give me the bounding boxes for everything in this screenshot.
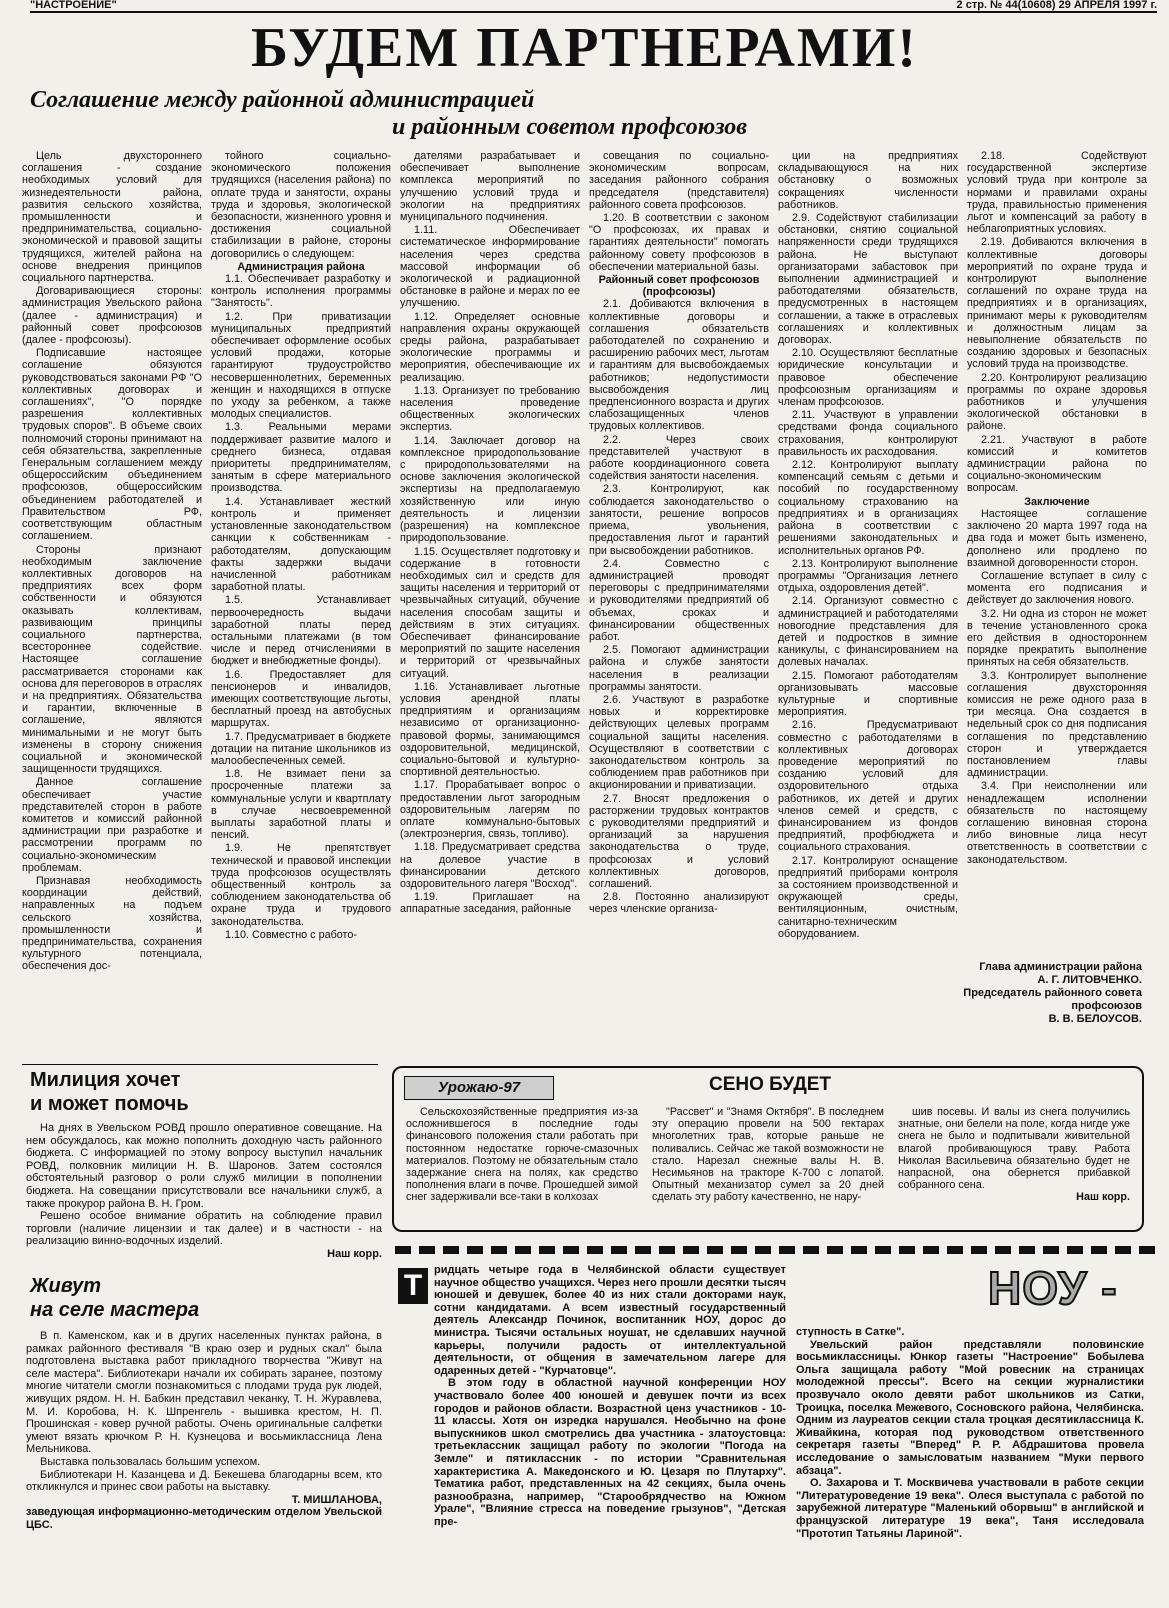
subtitle-line-1: Соглашение между районной администрацией [30, 87, 535, 113]
paragraph: Увельский район представляли половинские восьмиклассницы. Юнкор газеты "Настроение" Бобылева Ольга защищала работу "Мой ровесник на страницах молодежной прессы". Всего на секции журналистики прозвучало около девяти работ школьников из Сатки, Троицка, поселка Межевого, Сосновского района, Челябинска. Одним из лауреатов секции стала троцкая десятиклассница К. Живайкина, которая под руководством ответственного секретаря газеты "Вперед" Р. Р. Абдрашитова провела исследование о замысловатым названием "Муки первого абзаца". [796, 1338, 1144, 1477]
paragraph: 2.3. Контролируют, как соблюдается законодательство о занятости, решение вопросов приема, увольнения, предоставления льгот и гарантий при высвобождении работников. [589, 483, 769, 557]
paragraph: В п. Каменском, как и в других населенных пунктах района, в рамках районного фестиваля "В краю озер и рудных скал" была подготовлена выставка работ прикладного творчества "Живут на селе мастера". Библиотекари начали их собирать заранее, поэтому многие читатели смогли познакомиться с плодами труда рук людей, живущих рядом. Н. Н. Бабкин представил чеканку, Т. Н. Журавлева, М. И. Коробова, Н. К. Шпренгель - вышивка крестом, Н. П. Прошинская - ковер ручной работы. Очень оригинальные салфетки умеют вязать крючком Р. Н. Кузнецова и восьмиклассница Лена Мельникова. [26, 1330, 382, 1456]
hay-article-column [406, 1106, 638, 1224]
paragraph: 2.1. Добиваются включения в коллективные договоры и соглашения обязательств работодателей по сохранению и расширению рабочих мест, льготам и гарантиям для высвобождаемых работников; недопустимости высвобождения лиц предпенсионного возраста и других слабозащищенных членов трудовых коллективов. [589, 298, 769, 433]
paragraph: 2.5. Помогают администрации района и службе занятости населения в реализации программы занятости. [589, 644, 769, 693]
byline-role: заведующая информационно-методическим отделом Увельской ЦБС. [26, 1506, 382, 1531]
paragraph: 2.15. Помогают работодателям организовывать массовые культурные и спортивные мероприятия. [778, 669, 958, 719]
paragraph: Признавая необходимость координации действий, направленных на подъем сельского хозяйства, промышленности и предпринимательства, сохранения культурного потенциала, обеспечения дос- [22, 874, 202, 973]
paragraph: 1.13. Организует по требованию населения проведение общественных экологических экспертиз. [400, 384, 580, 434]
paragraph: 2.13. Контролируют выполнение программы "Организация летнего отдыха, оздоровления детей". [778, 557, 958, 595]
paragraph: 1.12. Определяет основные направления охраны окружающей среды района, разрабатывает экологические программы и мероприятия, обеспечивающие их реализацию. [400, 310, 580, 384]
hay-article-column [652, 1106, 884, 1224]
paragraph: 2.14. Организуют совместно с администрацией и работодателями новогодние представления для детей и подростков в зимние каникулы, с финансированием на долевых началах. [778, 595, 958, 669]
paragraph: "Рассвет" и "Знамя Октября". В последнем эту операцию провели на 500 гектарах многолетних трав, которые раньше не поливались. Сейчас же такой возможности не стало. Нарезал снежные валы Н. В. Несимьянов на тракторе К-700 с лопатой. Опытный механизатор сумел за 20 дней сделать эту работу качественно, не нару- [652, 1106, 884, 1204]
paragraph: 2.7. Вносят предложения о расторжении трудовых контрактов с руководителями предприятий и организаций за нарушения законодательства о труде, профсоюзах и условий коллективных договоров, соглашений. [589, 792, 769, 890]
paragraph: 3.3. Контролирует выполнение соглашения двухсторонняя комиссия не реже одного раза в три месяца. Она создается в недельный срок со дня подписания соглашения по представлению сторон и утверждается постановлением главы администрации. [967, 669, 1147, 780]
paragraph: 1.16. Устанавливает льготные условия арендной платы предприятиям и организациям независимо от организационно-правовой формы, занимающимся оздоровительной, медицинской, социально-бытовой и культурно-спортивной деятельностью. [400, 680, 580, 779]
paragraph: 2.2. Через своих представителей участвуют в работе координационного совета содействия занятости населения. [589, 433, 769, 483]
paragraph: 2.11. Участвуют в управлении средствами фонда социального страхования, контролируют правильность их расходования. [778, 409, 958, 458]
police-article-body [26, 1122, 382, 1262]
paragraph: 2.17. Контролируют оснащение предприятий приборами контроля за состоянием производственной и окружающей среды, вентиляционным, очистным, санитарно-техническим оборудованием. [778, 854, 958, 940]
agreement-column [211, 150, 391, 1070]
dashed-divider [395, 1246, 1155, 1256]
signature-name-2: В. В. БЕЛОУСОВ. [1048, 1013, 1142, 1025]
nou-article-column-1 [434, 1264, 786, 1604]
paragraph: 1.10. Совместно с работо- [225, 928, 357, 941]
paragraph: Выставка пользовалась большим успехом. [40, 1455, 261, 1468]
paragraph: Данное соглашение обеспечивает участие представителей сторон в работе комитетов и комиссий районной администрации при разработке и рассмотрении программ по социально-экономическим проблемам. [22, 776, 202, 874]
paragraph: 1.9. Не препятствует технической и правовой инспекции труда профсоюзов осуществлять общественный контроль за соблюдением законодательства об охране труда и трудового законодательства. [211, 842, 391, 928]
paragraph: 3.2. Ни одна из сторон не может в течение установленного срока его действия в одностороннем порядке прекратить выполнение принятых на себя обязательств. [967, 607, 1147, 669]
paragraph: 2.8. Постоянно анализируют через членские организа- [589, 891, 769, 916]
paragraph: Библиотекари Н. Казанцева и Д. Бекешева благодарны всем, кто откликнулся и принес свои работы на выставку. [26, 1468, 382, 1494]
paragraph: ридцать четыре года в Челябинской области существует научное общество учащихся. Через него прошли десятки тысяч юношей и девушек, более 40 из них стали докторами наук, сотни кандидатами. А всем известный государственный деятель Александр Починок, воспитанник НОУ, дорос до министра. Тысячи остальных ноушат, не сделавших научной карьеры, получили радость от интеллектуальной деятельности, от общения в замечательном лагере для одаренных детей - "Курчатовце". [434, 1264, 786, 1377]
rubric-label: Урожаю-97 [404, 1076, 554, 1100]
paragraph: 2.18. Содействуют государственной экспертизе условий труда при контроле за нормами и правилами охраны труда, правильностью применения льгот и компенсаций за работу в неблагоприятных условиях. [967, 150, 1147, 236]
paragraph: 1.19. Приглашает на аппаратные заседания, районные [400, 891, 580, 916]
signatures-block [952, 961, 1142, 1026]
agreement-column [22, 150, 202, 1070]
paragraph: 3.4. При неисполнении или ненадлежащем исполнении обязательств по настоящему соглашению виновная сторона либо виновные лица несут ответственность в соответствии с законодательством. [967, 780, 1147, 866]
hay-article-column [898, 1106, 1130, 1224]
agreement-body [22, 150, 1147, 1070]
signature-title-1: Глава администрации района [979, 961, 1142, 973]
paragraph: Настоящее соглашение заключено 20 марта 1997 года на два года и может быть изменено, дополнено или продлено по взаимной договоренности сторон. [967, 507, 1147, 569]
paragraph: 1.5. Устанавливает первоочередность выдачи заработной платы перед остальными платежами (в том числе и перед отчислениями в бюджет и внебюджетные фонды). [211, 594, 391, 668]
paragraph: 1.14. Заключает договор на комплексное природопользование с природопользователями на основе заключения экологической экспертизы на предполагаемую хозяйственную или иную деятельность и лицензии (разрешения) на комплексное природопользование. [400, 434, 580, 545]
paragraph: 2.4. Совместно с администрацией проводят переговоры с предпринимателями и руководителями предприятий об объемах, сроках и финансировании общественных работ. [589, 557, 769, 643]
paragraph: 2.9. Содействуют стабилизации обстановки, снятию социальной напряженности среди трудящихся района. Не выступают организаторами забастовок при выполнении администрацией и работодателями обязательств, предусмотренных в настоящем соглашении, а также в отраслевых соглашениях и коллективных договорах. [778, 212, 958, 347]
paragraph: 2.20. Контролируют реализацию программы по охране здоровья работников и улучшения экологической обстановки в районе. [967, 371, 1147, 433]
masters-article-title-2: на селе мастера [30, 1299, 200, 1321]
police-article-title-1: Милиция хочет [30, 1069, 181, 1091]
police-article-title-2: и может помочь [30, 1093, 189, 1115]
paragraph: 1.18. Предусматривает средства на долевое участие в финансировании детского оздоровительного лагеря "Восход". [400, 841, 580, 890]
paragraph: 1.4. Устанавливает жесткий контроль и применяет установленные законодательством санкции к собственникам - работодателям, допускающим факты задержки выдачи начисленной работникам заработной платы. [211, 495, 391, 594]
hay-article-title: СЕНО БУДЕТ [709, 1074, 832, 1095]
paragraph: 2.12. Контролируют выплату компенсаций семьям с детьми и пособий по государственному социальному страхованию на предприятиях и в организациях района в соответствии с решениями законодательных и исполнительных органов РФ. [778, 459, 958, 557]
paragraph: шив посевы. И валы из снега получились знатные, они белели на поле, когда нигде уже снега не было и подпитывали живительной влагой пробивающуюся траву. Работа Николая Васильевича обязательно будет не напрасной, она обернется прибавкой собранного сена. [898, 1106, 1130, 1192]
hay-article-columns [406, 1106, 1130, 1224]
paragraph: Стороны признают необходимым заключение коллективных договоров на предприятиях всех форм собственности и обязуются оказывать коллективам, развивающим принципы социального партнерства, всестороннее содействие. Настоящее соглашение рассматривается сторонами как основа для переговоров в отраслях и на предприятиях. Обязательства и гарантии, включенные в соглашение, являются минимальными и не могут быть изменены в сторону снижения социальной и экономической защищенности трудящихся. [22, 543, 202, 776]
paragraph: 1.17. Прорабатывает вопрос о предоставлении льгот загородным оздоровительным лагерям по оплате коммунально-бытовых (электроэнергия, связь, топливо). [400, 779, 580, 841]
agreement-column [778, 150, 958, 1070]
signature-title-2: Председатель районного совета профсоюзов [963, 987, 1142, 1012]
paragraph: ции на предприятиях складывающуюся на них обстановку о возможных сокращениях численности работников. [778, 150, 958, 211]
paragraph: Договаривающиеся стороны: администрация Увельского района (далее - администрация) и районный совет профсоюзов (далее - профсоюзы). [22, 285, 202, 347]
issue-info: 2 стр. № 44(10608) 29 АПРЕЛЯ 1997 г. [956, 0, 1157, 11]
paragraph: Подписавшие настоящее соглашение обязуются руководствоваться законами РФ "О коллективных договорах и соглашениях", "О порядке разрешения коллективных трудовых споров". В объеме своих полномочий стороны принимают на себя обязательства, закрепленные Генеральным соглашением между общероссийским объединением профсоюзов, общероссийским объединением работодателей и Правительством РФ, соответствующим областным соглашением. [22, 347, 202, 543]
paragraph: 2.16. Предусматривают совместно с работодателями в коллективных договорах проведение мероприятий по созданию условий для оздоровительного отдыха работников, их детей и других членов семей и средств, с финансированием из фондов предприятий, профбюджета и социального страхования. [778, 719, 958, 854]
paragraph: совещания по социально-экономическим вопросам, заседания районного собрания председателя (представителя) районного совета профсоюзов. [589, 150, 769, 211]
paragraph: 1.3. Реальными мерами поддерживает развитие малого и среднего бизнеса, отдавая приоритеты предпринимателям, занятым в сфере материального производства. [211, 421, 391, 495]
paragraph: Цель двухстороннего соглашения - создание необходимых условий для жизнедеятельности района, развития сельского хозяйства, промышленности и предпринимательства, социально-экономической и правовой защиты трудящихся, жителей района на основе внедрения принципов социального партнерства. [22, 150, 202, 285]
section-heading: Администрация района [237, 260, 365, 273]
hay-article-box [392, 1066, 1144, 1232]
paragraph: тойного социально-экономического положения трудящихся (населения района) по оплате труда и занятости, охраны труда и здоровья, экологической безопасности, жизненного уровня и достижения социальной стабилизации в районе, стороны договорились о следующем: [211, 150, 391, 260]
agreement-column [400, 150, 580, 1070]
paragraph: ступность в Сатке". [796, 1326, 905, 1338]
masters-article-title-1: Живут [30, 1275, 101, 1297]
paragraph: 2.21. Участвуют в работе комиссий и комитетов администрации района по социально-экономическим вопросам. [967, 433, 1147, 495]
byline: Наш корр. [1076, 1191, 1130, 1204]
paragraph: Решено особое внимание обратить на соблюдение правил торговли (наличие лицензии и так далее) и в частности - на реализацию винно-водочных изделий. [26, 1210, 382, 1248]
byline: Наш корр. [327, 1247, 382, 1260]
paragraph: 1.11. Обеспечивает систематическое информирование населения через средства массовой информации об экологической и радиационной обстановке в районе и мерах по ее улучшению. [400, 224, 580, 310]
paragraph: В этом году в областной научной конференции НОУ участвовало более 400 юношей и девушек почти из всех городов и районов области. Возрастной ценз участников - 10-11 классы. Хотя он изредка нарушался. Необычно на фоне выпускников школ смотрелись два участника - златоустовца: третьеклассник защищал работу по экологии "Погода на Земле" и пятиклассник - по истории "Сравнительная характеристика А. Македонского и Ю. Цезаря по Плутарху". Тематика работ, представленных на 42 секциях, была очень разнообразна, например, "Старообрядчество на Южном Урале", "Влияние стресса на поведение грызунов", "Детская пре- [434, 1377, 786, 1528]
paragraph: 1.15. Осуществляет подготовку и содержание в готовности необходимых сил и средств для защиты населения и территорий от чрезвычайных ситуаций, обучение населения способам защиты и действиям в этих ситуациях. Обеспечивает финансирование мероприятий по защите населения и территорий от чрезвычайных ситуаций. [400, 545, 580, 680]
paragraph: 1.8. Не взимает пени за просроченные платежи за коммунальные услуги и квартплату в случае несвоевременной выплаты заработной платы и пенсий. [211, 768, 391, 842]
masters-article-body [26, 1330, 382, 1602]
paragraph: 1.20. В соответствии с законом "О профсоюзах, их правах и гарантиях деятельности" помогать районному совету профсоюзов в обеспечении материальной базы. [589, 212, 769, 273]
subtitle-line-2: и районным советом профсоюзов [392, 114, 748, 140]
byline-name: Т. МИШЛАНОВА, [291, 1493, 382, 1506]
paragraph: О. Захарова и Т. Москвичева участвовали в работе секции "Литературоведение 19 века". Олеся выступала с работой по зарубежной литературе "Маленький оборвыш" в английской и французской литературе 19 века", Таня исследовала "Прототип Татьяны Лариной". [796, 1477, 1144, 1540]
agreement-column [967, 150, 1147, 1070]
newspaper-name: "НАСТРОЕНИЕ" [30, 0, 117, 11]
paragraph: На днях в Увельском РОВД прошло оперативное совещание. На нем обсуждалось, как можно пополнить доходную часть районного бюджета. С информацией по этому вопросу выступил начальник РОВД, полковник милиции Н. В. Шаронов. Затем состоялся обстоятельный разговор о роли служб милиции в пополнении бюджета. На совещании присутствовали все начальники служб, а также прокурор района В. Н. Гром. [26, 1122, 382, 1210]
paragraph: 2.10. Осуществляют бесплатные юридические консультации и правовое обеспечение профсоюзным организациям и членам профсоюзов. [778, 347, 958, 409]
paragraph: 1.1. Обеспечивает разработку и контроль исполнения программы "Занятость". [211, 273, 391, 310]
nou-article-column-2 [796, 1326, 1144, 1604]
drop-cap: Т [398, 1268, 428, 1304]
section-heading: Районный совет профсоюзов (профсоюзы) [598, 274, 760, 299]
paragraph: Соглашение вступает в силу с момента его подписания и действует до заключения нового. [967, 569, 1147, 607]
paragraph: 2.6. Участвуют в разработке новых и корректировке действующих целевых программ социальной защиты населения. Осуществляют в соответствии с законодательством контроль за соблюдением прав работников при акционировании и приватизации. [589, 693, 769, 792]
paragraph: 2.19. Добиваются включения в коллективные договоры мероприятий по охране труда и контролируют выполнение соглашений по охране труда на предприятиях и в организациях, принимают меры к руководителям и должностным лицам за невыполнение обязательств по созданию здоровых и безопасных условий труда на производстве. [967, 236, 1147, 371]
agreement-column [589, 150, 769, 1070]
paragraph: Сельскохозяйственные предприятия из-за осложнившегося в последние годы финансового положения стали работать при постоянном недостатке горюче-смазочных материалов. Поэтому не обязательным стало задержание снега на полях, как средство пополнения влаги в почве. Прошедшей зимой снег задерживали все-таки в колхозах [406, 1106, 638, 1204]
masthead-title: БУДЕМ ПАРТНЕРАМИ! [251, 17, 918, 79]
paragraph: 1.6. Предоставляет для пенсионеров и инвалидов, имеющих соответствующие льготы, бесплатный проезд на автобусных маршрутах. [211, 668, 391, 730]
paragraph: 1.7. Предусматривает в бюджете дотации на питание школьников из малообеспеченных семей. [211, 730, 391, 767]
paragraph: 1.2. При приватизации муниципальных предприятий обеспечивает оформление особых условий продажи, которые гарантируют трудоустройство несовершеннолетних, беременных женщин и находящихся в отпуске по уходу за ребенком, а также молодых специалистов. [211, 310, 391, 421]
nou-article-title: НОУ - [988, 1262, 1118, 1314]
page-header [30, 0, 1157, 13]
section-heading: Заключение [1024, 495, 1090, 508]
paragraph: дателями разрабатывает и обеспечивает выполнение комплекса мероприятий по улучшению условий труда и экологии на предприятиях муниципального подчинения. [400, 150, 580, 224]
section-divider [22, 1064, 378, 1065]
signature-name-1: А. Г. ЛИТОВЧЕНКО. [1037, 974, 1142, 986]
